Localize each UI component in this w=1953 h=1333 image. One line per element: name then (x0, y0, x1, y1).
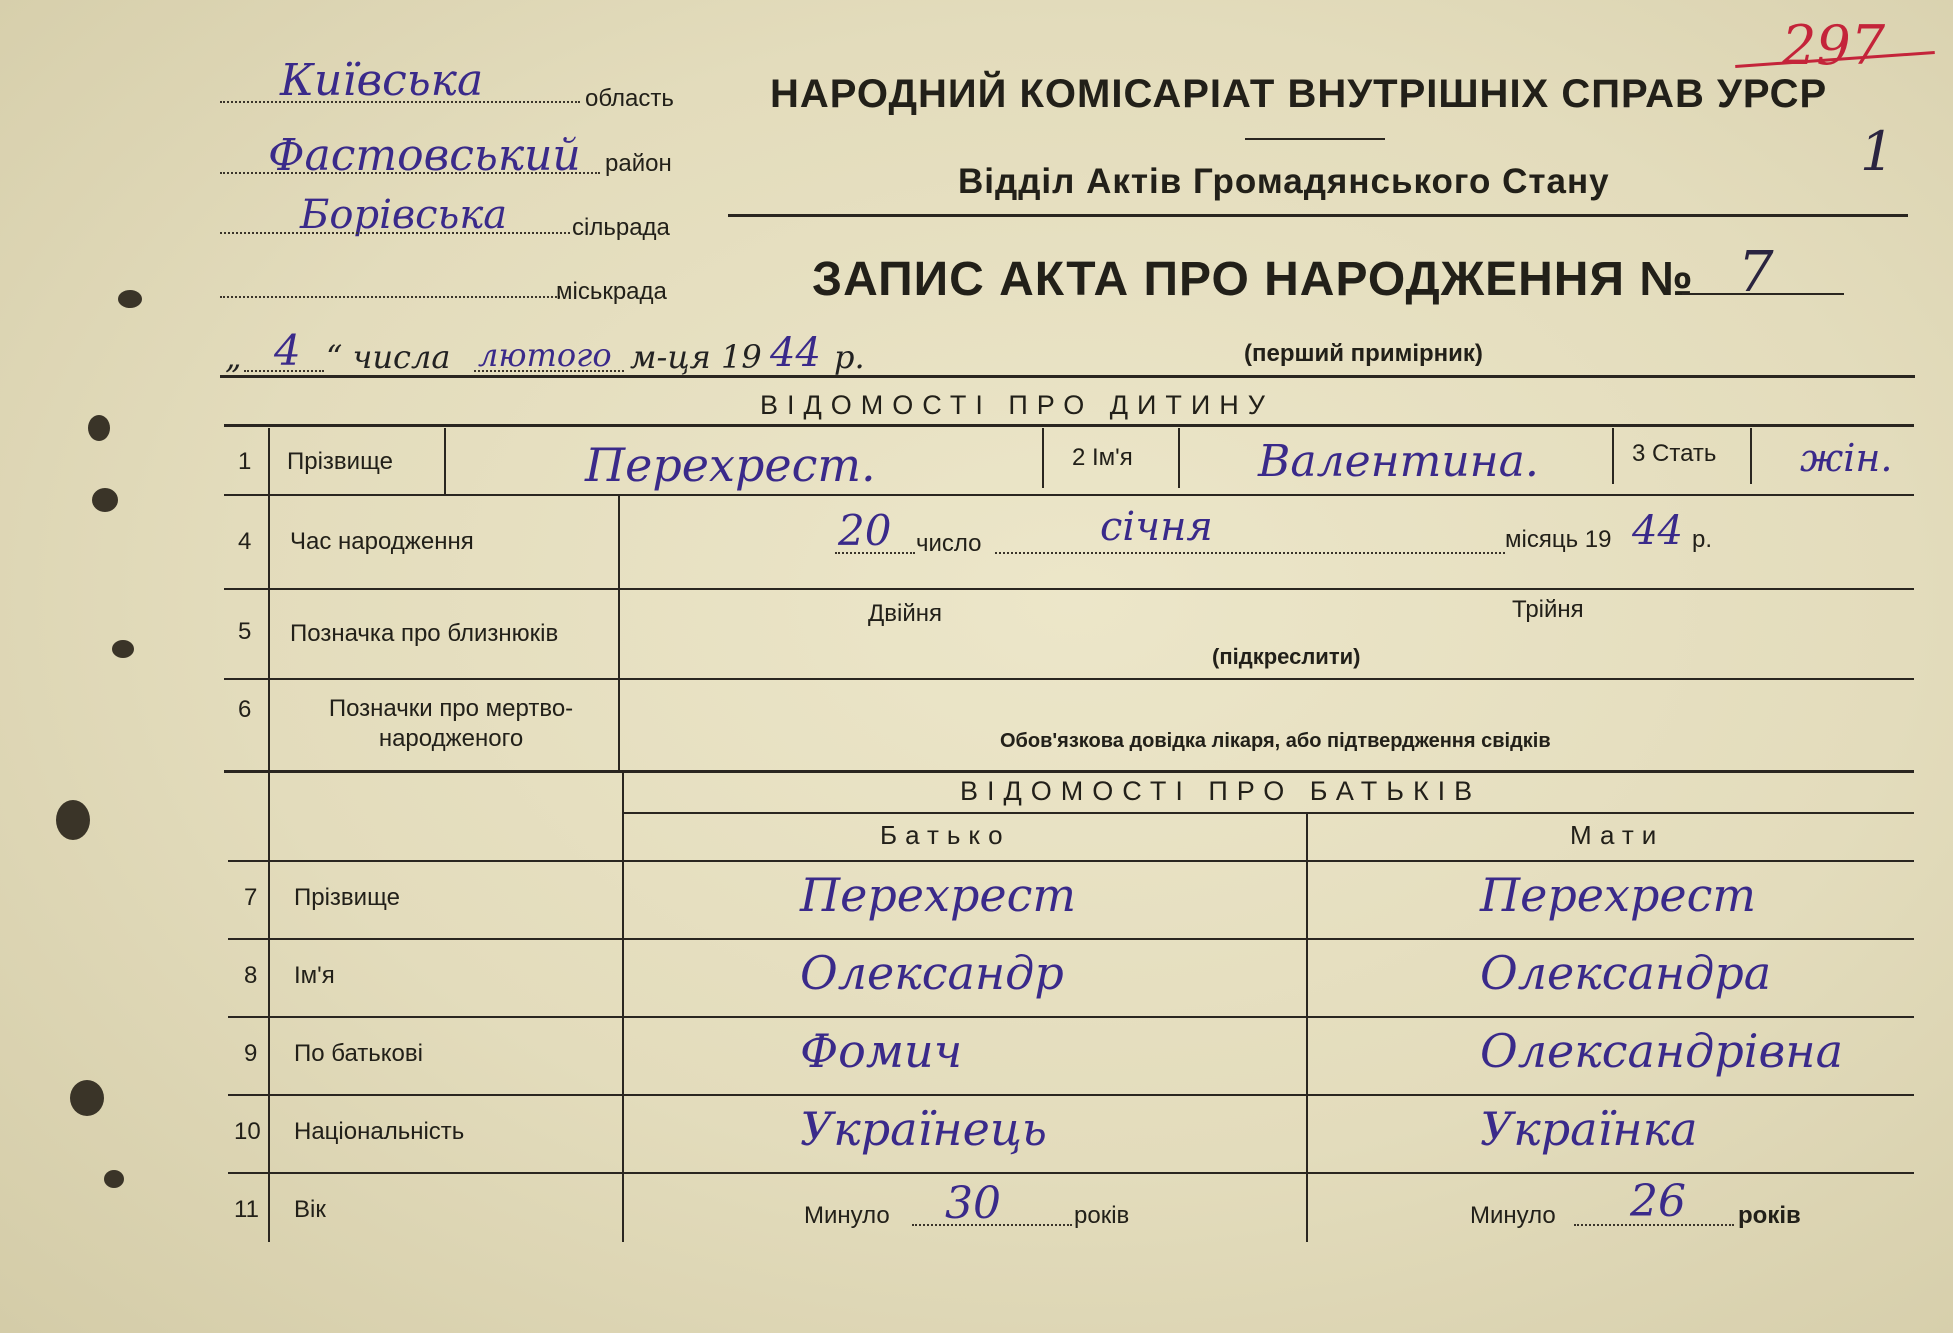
date-year-suffix: р. (834, 338, 865, 376)
header-rule (728, 214, 1908, 217)
date-month: лютого (478, 336, 612, 374)
birth-month-label: місяць 19 (1505, 526, 1612, 553)
birth-day-label: число (916, 530, 982, 557)
commissariat-title: НАРОДНИЙ КОМІСАРІАТ ВНУТРІШНІХ СПРАВ УРСР (770, 72, 1828, 116)
parents-column-divider (1306, 812, 1308, 1242)
section-rule (224, 770, 1914, 773)
stillborn-label: Позначки про мертво-народженого (328, 695, 574, 752)
child-surname-label: Прізвище (287, 448, 393, 475)
underline-note: (підкреслити) (1212, 644, 1361, 669)
twins-label: Позначка про близнюків (290, 620, 559, 647)
oblast-label: область (585, 85, 674, 112)
archive-number: 297 (1782, 14, 1886, 77)
row-divider (618, 678, 620, 770)
punch-hole (112, 640, 134, 658)
parents-title-rule (622, 812, 1914, 814)
raion-line (220, 172, 600, 174)
punch-hole (70, 1080, 104, 1116)
silrada-label: сільрада (572, 214, 670, 241)
birth-time-label: Час народження (290, 528, 474, 555)
raion-value: Фастовський (268, 130, 581, 181)
parent-field-label: По батькові (294, 1040, 423, 1067)
row-number: 7 (244, 884, 258, 911)
row-rule (224, 494, 1914, 496)
twins-option: Двійня (868, 600, 942, 627)
row-divider (1178, 428, 1180, 488)
mother-age-prefix: Минуло (1470, 1202, 1556, 1229)
date-day-line (244, 370, 324, 372)
mother-header: Мати (1570, 820, 1665, 850)
father-age-line (912, 1224, 1072, 1226)
row-divider (268, 678, 270, 770)
department-title: Відділ Актів Громадянського Стану (958, 162, 1610, 201)
row-number: 1 (238, 448, 252, 475)
birth-day-line (835, 552, 915, 554)
row-divider (618, 588, 620, 680)
punch-hole (118, 290, 142, 308)
row-rule (228, 938, 1914, 940)
birth-year-suffix: р. (1692, 526, 1713, 553)
punch-hole (92, 488, 118, 512)
oblast-value: Київська (280, 55, 484, 106)
row-divider (268, 494, 270, 588)
row-divider (1612, 428, 1614, 484)
silrada-line (220, 232, 570, 234)
copy-note: (перший примірник) (1244, 340, 1483, 367)
mother-value: Олександра (1480, 946, 1772, 1000)
child-sex-value: жін. (1800, 436, 1893, 480)
parents-section-title: ВІДОМОСТІ ПРО БАТЬКІВ (960, 776, 1482, 806)
mother-age-line (1574, 1224, 1734, 1226)
row-rule (228, 1016, 1914, 1018)
birth-day-value: 20 (838, 506, 892, 555)
father-value: Перехрест (800, 868, 1076, 922)
row-number: 11 (234, 1196, 259, 1223)
mother-value: Українка (1480, 1102, 1698, 1156)
mother-age-value: 26 (1630, 1176, 1686, 1227)
parent-field-label: Національність (294, 1118, 465, 1145)
date-open-quote: „ (225, 338, 242, 376)
birth-year-value: 44 (1632, 508, 1683, 554)
father-age-suffix: років (1074, 1202, 1130, 1229)
parent-field-label: Ім'я (294, 962, 335, 989)
mother-age-suffix: років (1738, 1202, 1801, 1229)
miskrada-label: міськрада (556, 278, 667, 305)
row-number: 10 (234, 1118, 261, 1145)
row-divider (444, 428, 446, 496)
record-title: ЗАПИС АКТА ПРО НАРОДЖЕННЯ № (812, 253, 1694, 306)
mother-value: Перехрест (1480, 868, 1756, 922)
oblast-line (220, 101, 580, 103)
date-month-line (474, 370, 624, 372)
row-divider (618, 494, 620, 588)
row-divider (268, 588, 270, 680)
father-value: Українець (800, 1102, 1047, 1156)
punch-hole (88, 415, 110, 441)
date-year: 44 (770, 330, 821, 376)
silrada-value: Борівська (300, 192, 508, 238)
child-section-title: ВІДОМОСТІ ПРО ДИТИНУ (760, 390, 1274, 420)
row-rule (224, 678, 1914, 680)
row-divider (1042, 428, 1044, 488)
date-day: 4 (274, 326, 301, 375)
child-name-label: 2 Ім'я (1072, 444, 1133, 471)
record-number: 7 (1738, 240, 1774, 305)
mother-value: Олександрівна (1480, 1024, 1843, 1078)
row-divider (1750, 428, 1752, 484)
father-value: Олександр (800, 946, 1064, 1000)
child-sex-label: 3 Стать (1632, 440, 1717, 467)
stillborn-note: Обов'язкова довідка лікаря, або підтвердження свідків (1000, 730, 1551, 752)
child-section-rule (224, 424, 1914, 427)
record-number-line (1682, 293, 1844, 295)
row-number: 8 (244, 962, 258, 989)
child-name-value: Валентина. (1258, 436, 1539, 487)
row-divider (268, 428, 270, 496)
child-surname-value: Перехрест. (585, 438, 876, 492)
row-number: 6 (238, 696, 252, 723)
father-header: Батько (880, 820, 1011, 850)
birth-month-value: січня (1100, 504, 1213, 550)
birth-month-line (995, 552, 1505, 554)
row-rule (228, 860, 1914, 862)
father-value: Фомич (800, 1024, 963, 1078)
punch-hole (104, 1170, 124, 1188)
father-age-prefix: Минуло (804, 1202, 890, 1229)
miskrada-line (220, 296, 560, 298)
row-rule (228, 1094, 1914, 1096)
sheet-mark: 1 (1860, 120, 1895, 183)
parent-field-label: Прізвище (294, 884, 400, 911)
punch-hole (56, 800, 90, 840)
parent-field-label: Вік (294, 1196, 326, 1223)
triplets-option: Трійня (1512, 596, 1584, 623)
row-rule (228, 1172, 1914, 1174)
raion-label: район (605, 150, 672, 177)
date-month-label: м-ця 19 (630, 338, 762, 376)
row-number: 9 (244, 1040, 258, 1067)
commissariat-divider (1245, 138, 1385, 140)
section-rule-top (220, 375, 1915, 378)
father-age-value: 30 (945, 1178, 1001, 1229)
date-close-quote: “ числа (326, 338, 451, 376)
row-rule (224, 588, 1914, 590)
row-number: 5 (238, 618, 252, 645)
row-number: 4 (238, 528, 252, 555)
